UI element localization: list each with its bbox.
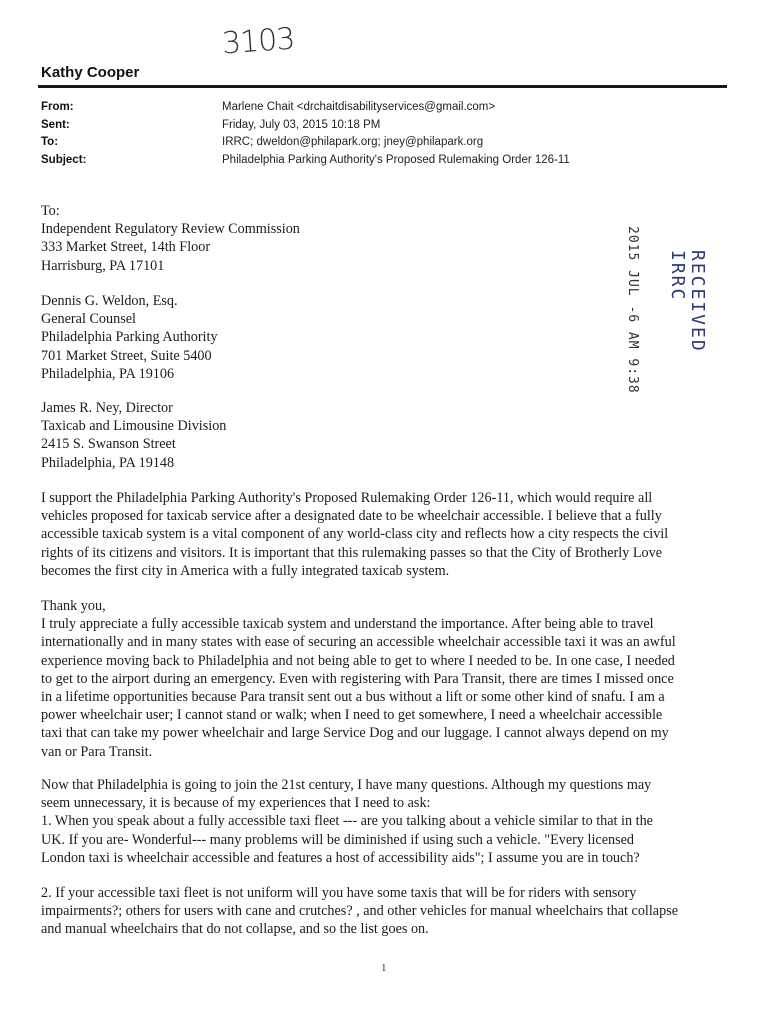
body-line: and manual wheelchairs that do not collapse, and so the list goes on.: [41, 921, 429, 938]
address-line: Philadelphia, PA 19106: [41, 365, 175, 382]
body-line: to get to the airport during an emergency. Even with registering with Para Transit, there are times I missed once: [41, 670, 674, 687]
address-line: General Counsel: [41, 311, 136, 328]
received-date-stamp: 2015 JUL -6 AM 9:38: [625, 226, 640, 394]
address-line: Philadelphia, PA 19148: [41, 454, 175, 471]
body-line: impairments?; others for users with cane and crutches? , and other vehicles for manual wheelchairs that collapse: [41, 903, 679, 920]
body-line: I support the Philadelphia Parking Authority's Proposed Rulemaking Order 126-11, which would require all: [41, 490, 653, 506]
address-line: Independent Regulatory Review Commission: [41, 221, 300, 238]
body-line: 2. If your accessible taxi fleet is not uniform will you have some taxis that will be for riders with sensory: [41, 885, 637, 901]
address-line: 333 Market Street, 14th Floor: [41, 239, 211, 256]
body-line: taxi that can take my power wheelchair and large Service Dog and our luggage. I cannot always depend on my: [41, 725, 669, 742]
body-line: experience moving back to Philadelphia and not being able to get to where I needed to be. In one case, I needed: [41, 652, 675, 669]
address-line: James R. Ney, Director: [41, 400, 173, 416]
paragraph-experience: [41, 597, 731, 761]
address-line: To:: [41, 203, 60, 219]
body-line: becomes the first city in America with a fully integrated taxicab system.: [41, 562, 450, 579]
address-ney: [41, 399, 226, 472]
from-label: From:: [41, 101, 74, 113]
paragraph-questions: [41, 776, 731, 867]
agency-stamp: IRRC: [667, 250, 688, 302]
paragraph-support: [41, 489, 731, 580]
page-number: 1: [381, 962, 387, 974]
body-line: Thank you,: [41, 598, 106, 614]
address-line: Harrisburg, PA 17101: [41, 257, 165, 274]
address-line: Taxicab and Limousine Division: [41, 418, 227, 435]
sent-label: Sent:: [41, 118, 70, 131]
body-line: Now that Philadelphia is going to join the 21st century, I have many questions. Although my questions may: [41, 777, 652, 793]
body-line: accessible taxicab system is a vital component of any world-class city and reflects how a city respects the civil: [41, 526, 669, 543]
address-line: Philadelphia Parking Authority: [41, 329, 218, 346]
body-line: in a lifetime opportunities because Para transit sent out a bus without a lift or some other kind of snafu. I am a: [41, 689, 665, 706]
to-label: To:: [41, 136, 59, 148]
body-line: London taxi is wheelchair accessible and features a host of accessibility aids"; I assume you are in touch?: [41, 849, 640, 866]
paragraph-question-2: [41, 884, 731, 939]
from-value: Marlene Chait <drchaitdisabilityservices@gmail.com>: [222, 101, 496, 113]
handwritten-annotation: 3103: [220, 21, 296, 62]
body-line: power wheelchair user; I cannot stand or walk; when I need to get somewhere, I need a wheelchair accessible: [41, 707, 663, 724]
subject-value: Philadelphia Parking Authority's Proposed Rulemaking Order 126-11: [222, 153, 570, 166]
body-line: 1. When you speak about a fully accessible taxi fleet --- are you talking about a vehicle similar to that in the: [41, 813, 653, 830]
address-line: 701 Market Street, Suite 5400: [41, 347, 212, 364]
address-line: 2415 S. Swanson Street: [41, 436, 176, 453]
to-value: IRRC; dweldon@philapark.org; jney@philapark.org: [222, 136, 484, 148]
received-stamp: RECEIVED: [687, 250, 708, 353]
address-irrc: [41, 202, 300, 275]
body-line: internationally and in many states with ease of securing an accessible wheelchair accessible taxi it was an awful: [41, 634, 676, 651]
address-weldon: [41, 292, 218, 383]
recipient-name: Kathy Cooper: [41, 64, 140, 81]
subject-label: Subject:: [41, 153, 87, 166]
body-line: UK. If you are- Wonderful--- many problems will be diminished if using such a vehicle. "Every licensed: [41, 831, 635, 848]
sent-value: Friday, July 03, 2015 10:18 PM: [222, 118, 381, 131]
body-line: seem unnecessary, it is because of my experiences that I need to ask:: [41, 795, 431, 812]
header-divider: [38, 85, 727, 88]
body-line: van or Para Transit.: [41, 743, 153, 760]
body-line: vehicles proposed for taxicab service after a designated date to be wheelchair accessible. I believe that a fully: [41, 508, 662, 525]
body-line: rights of its citizens and visitors. It is important that this rulemaking passes so that the City of Brotherly Love: [41, 544, 663, 561]
address-line: Dennis G. Weldon, Esq.: [41, 293, 178, 309]
body-line: I truly appreciate a fully accessible taxicab system and understand the importance. After being able to travel: [41, 616, 654, 633]
